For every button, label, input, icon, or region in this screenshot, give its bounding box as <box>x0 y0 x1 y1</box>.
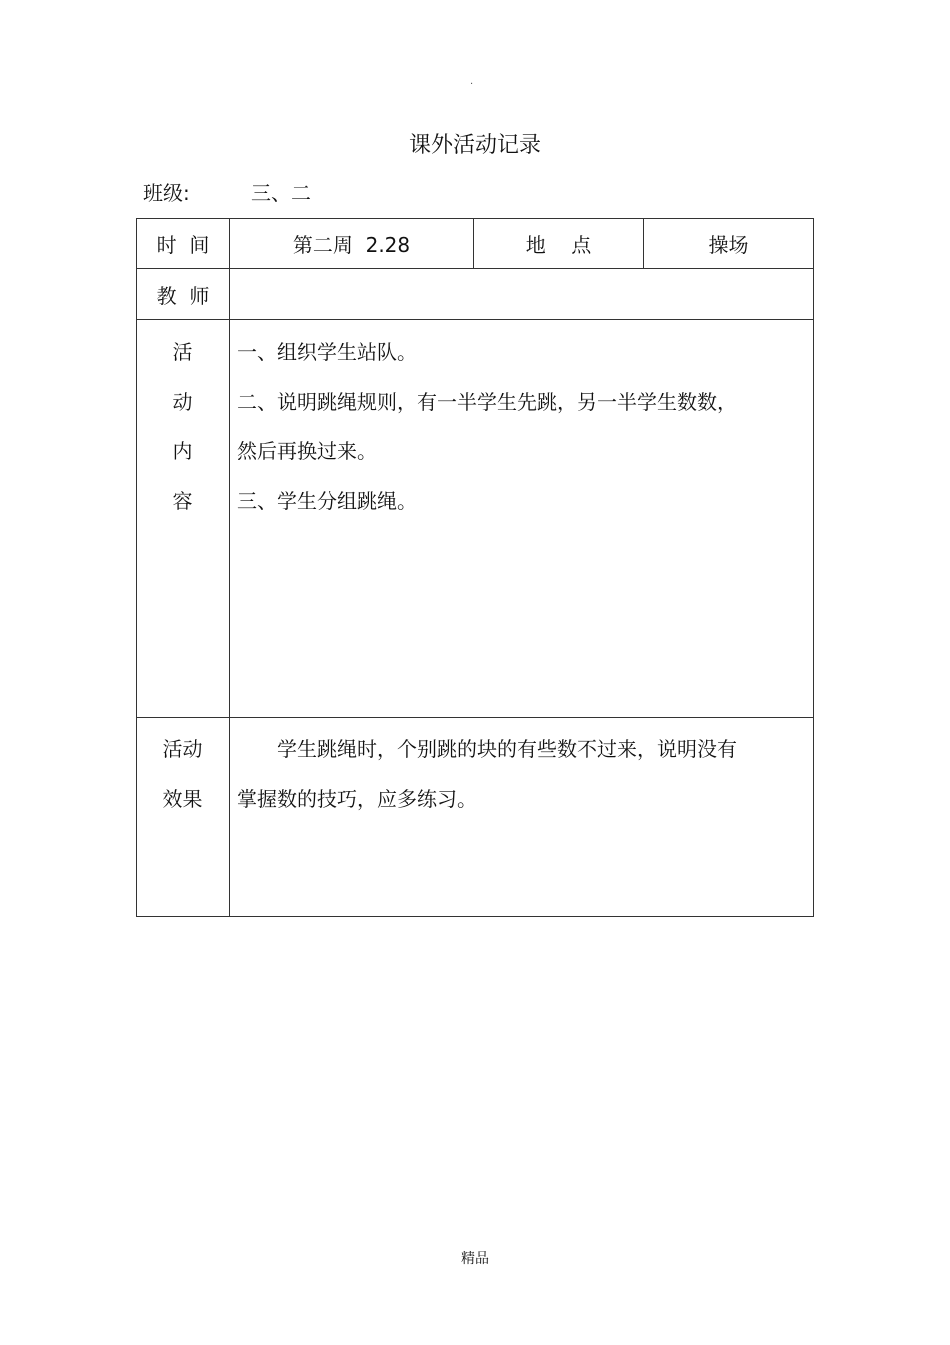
time-value: 第二周 2.28 <box>292 233 411 257</box>
content-line: 三、学生分组跳绳。 <box>237 488 417 513</box>
page-title: 课外活动记录 <box>408 133 541 158</box>
place-label: 地 点 <box>525 233 592 257</box>
row-divider <box>136 319 814 320</box>
content-line: 二、说明跳绳规则，有一半学生先跳，另一半学生数数， <box>237 389 737 414</box>
content-line: 一、组织学生站队。 <box>237 340 417 364</box>
effect-label-line: 效果 <box>162 786 203 811</box>
activity-record-table <box>136 218 814 917</box>
row-divider <box>136 717 814 718</box>
table-border-bottom <box>136 916 814 917</box>
teacher-value <box>230 269 813 319</box>
content-text <box>237 328 737 526</box>
content-label-char: 动 <box>172 389 193 414</box>
content-label-char: 容 <box>172 488 193 513</box>
content-line: 然后再换过来。 <box>237 439 377 463</box>
time-label: 时 间 <box>156 233 210 257</box>
content-label-char: 内 <box>172 439 193 463</box>
footer-text: 精品 <box>461 1251 489 1267</box>
teacher-label: 教 师 <box>156 283 210 308</box>
class-value: 三、二 <box>251 181 311 205</box>
header-dot: . <box>470 76 474 87</box>
class-label: 班级: <box>143 181 190 205</box>
place-value: 操场 <box>708 233 749 257</box>
effect-line: 掌握数的技巧，应多练习。 <box>237 786 477 811</box>
table-border-right <box>813 218 814 917</box>
content-label <box>136 328 229 526</box>
class-row <box>143 177 311 206</box>
effect-line: 学生跳绳时，个别跳的块的有些数不过来，说明没有 <box>237 737 737 761</box>
content-label-char: 活 <box>172 340 193 364</box>
effect-label-line: 活动 <box>162 737 203 761</box>
column-divider <box>229 218 230 917</box>
effect-text <box>237 725 737 824</box>
effect-label <box>136 725 229 824</box>
